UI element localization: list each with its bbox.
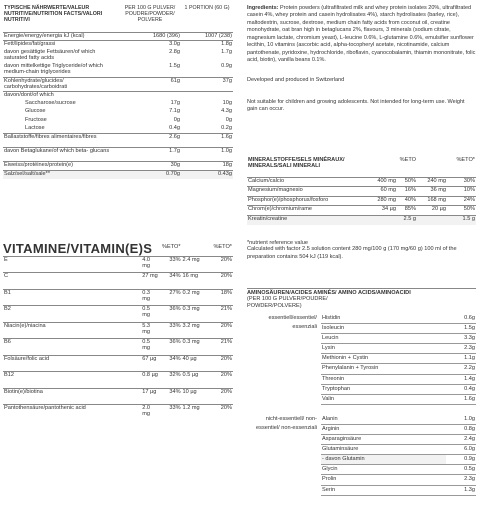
vitamin-name: Biotin(e)/biotina xyxy=(3,388,141,405)
amino-name: Asparaginsäure xyxy=(321,435,446,445)
nutrition-portion: 0.2g xyxy=(221,125,232,131)
vitamin-amount xyxy=(141,256,161,273)
nutrition-portion: 37g xyxy=(181,77,233,91)
amino-name: Methionin + Cystin xyxy=(321,354,446,364)
mineral-portion-eto: 50% xyxy=(447,206,476,216)
amino-value: 0.5g xyxy=(446,465,476,475)
vitamins-table xyxy=(3,242,233,421)
vitamin-portion-amount: 0.3 mg xyxy=(182,306,204,323)
nutrition-label: Kohlenhydrate/glucides/ carbohydrates/carboidrati xyxy=(3,77,119,91)
mineral-portion-amount: 168 mg xyxy=(417,196,447,206)
vitamin-name: Pantothensäure/pantothenic acid xyxy=(3,405,141,422)
vitamin-row xyxy=(3,322,233,339)
ingredients-label: Ingredients: xyxy=(247,5,279,11)
vitamin-amount-value: 5.3 xyxy=(142,322,151,329)
mineral-name: Chrom(e)/chromium/rame xyxy=(247,206,361,216)
amino-name: Threonin xyxy=(321,374,446,384)
vitamin-amount-value: 67 µg xyxy=(142,355,157,362)
vitamin-amount xyxy=(141,339,161,356)
vitamin-name: E xyxy=(3,256,141,273)
mineral-name: Phosphor(e)/phosphorus/fosforo xyxy=(247,196,361,206)
vitamin-amount xyxy=(141,289,161,306)
nutrition-row xyxy=(3,41,233,50)
nutrition-per100: 1680 (396) xyxy=(119,32,181,41)
nutrition-portion: 1.6g xyxy=(181,134,233,148)
nutrition-portion: 0g xyxy=(225,116,232,123)
vitamin-portion-amount: 2.4 mg xyxy=(182,256,204,273)
amino-name: Leucin xyxy=(321,334,446,344)
amino-value: 1.6g xyxy=(446,394,476,404)
nutrition-per100: 3.0g xyxy=(119,41,181,50)
vitamin-amount xyxy=(141,306,161,323)
amino-name: Tryptophan xyxy=(321,384,446,394)
mineral-portion-amount: 36 mg xyxy=(417,187,447,197)
amino-value: 2.4g xyxy=(446,435,476,445)
minerals-col2: %ETO* xyxy=(456,157,475,163)
mineral-eto: 40% xyxy=(397,196,417,206)
vitamin-amount-value: 17 µg xyxy=(142,388,157,395)
vitamin-eto: 33% xyxy=(161,256,182,273)
vitamin-amount-value: 0.3 xyxy=(142,289,151,296)
amino-value: 6.0g xyxy=(446,445,476,455)
amino-value: 2.2g xyxy=(446,364,476,374)
amino-group-label: nicht-essentiell/ non-essentiel/ non-essenziali xyxy=(256,415,317,431)
vitamin-eto: 36% xyxy=(161,306,182,323)
mineral-amount: 34 µg xyxy=(361,206,397,216)
nutrition-row xyxy=(3,108,233,117)
amino-value: 0.9g xyxy=(446,455,476,465)
nutrition-label: Lactose xyxy=(25,125,45,131)
mineral-portion-amount xyxy=(417,215,447,225)
nutrition-header-portion: 1 PORTION (60 G) xyxy=(184,5,230,11)
nutrition-row xyxy=(3,49,233,63)
vitamin-name: B6 xyxy=(3,339,141,356)
vitamin-amount-value: 0.8 µg xyxy=(142,372,158,378)
nutrition-per100: 0.70g xyxy=(119,170,181,179)
right-column xyxy=(247,0,476,493)
amino-value: 3.3g xyxy=(446,334,476,344)
vitamin-portion-eto: 20% xyxy=(203,273,233,290)
nutrition-label: davon Betaglukane/of which beta- glucans xyxy=(3,148,119,162)
nutrition-per100: 17g xyxy=(170,99,180,106)
nutrition-per100: 30g xyxy=(119,162,181,171)
amino-value: 2.3g xyxy=(446,475,476,485)
vitamins-title: VITAMINE/VITAMIN(E)S xyxy=(3,241,153,256)
mineral-amount xyxy=(361,215,397,225)
vitamin-eto: 27% xyxy=(161,289,182,306)
vitamin-amount-unit: mg xyxy=(142,312,151,319)
nutrition-per100 xyxy=(119,91,181,100)
nutrition-label: davon gesättigte Fettsäuren/of which saturated fatty acids xyxy=(4,49,96,62)
ingredients-text: Protein powders (ultrafiltrated milk and whey protein isolates 20%, ultrafiltrated casein 4%, whey protein and casein hydrolisates 4%), starch hydrolisates (barley, rice), maltodextrin, sucrose, dextrose, medium chain fatty acids from coconut oil, creatine monohydrate, oat bran high in betaglucans 2%, flavours, 3 minerals (sodium citrate, magnesium lactate, chromium yeast), L-leucine 0.6%, L-glutamine 0.6%, emulsifier sunflower lecithin, 10 vitamins (ascorbic acid, alpha-tocopheryl acetate, nicotinamide, calcium pantothenate, pyridoxine, hydrochloride, riboflavin, cyanocobalamin, thiamin mononitrate, folic acid, biotin), vanilla beans 0.1%. xyxy=(247,5,476,63)
nutrition-row xyxy=(3,117,233,126)
vitamin-eto: 34% xyxy=(161,355,182,372)
vitamin-amount-value: 4.0 xyxy=(142,256,151,263)
vitamin-amount xyxy=(141,355,161,372)
nutrition-label: Ballaststoffe/fibres alimentaires/fibres xyxy=(3,134,119,148)
nutrition-label: Salz/sel/salt/sale** xyxy=(3,170,119,179)
vitamin-portion-amount: 40 µg xyxy=(182,355,204,372)
nutrition-portion xyxy=(181,91,233,100)
vitamin-portion-amount: 0.3 mg xyxy=(182,339,204,356)
mineral-row xyxy=(247,206,476,216)
amino-spacer xyxy=(247,404,476,415)
amino-name: Isoleucin xyxy=(321,324,446,334)
nutrition-portion: 10g xyxy=(222,99,232,106)
mineral-row xyxy=(247,177,476,187)
nutrition-row xyxy=(3,77,233,91)
minerals-table xyxy=(247,157,476,225)
vitamin-amount-unit: mg xyxy=(142,345,151,352)
vitamin-portion-eto: 20% xyxy=(203,372,233,389)
nutrition-header-label: TYPISCHE NÄHRWERTE/VALEUR NUTRITIVE/NUTRITION FACTS/VALORI NUTRITIVI xyxy=(4,5,103,24)
vitamin-portion-amount: 10 µg xyxy=(182,388,204,405)
amino-name: Serin xyxy=(321,485,446,495)
vitamin-row xyxy=(3,372,233,389)
vitamin-row xyxy=(3,388,233,405)
nutrition-portion: 1007 (238) xyxy=(181,32,233,41)
nutrition-per100: 2.8g xyxy=(169,49,180,55)
nutrition-per100: 0g xyxy=(173,116,180,123)
mineral-eto: 16% xyxy=(397,187,417,197)
mineral-portion-eto: 10% xyxy=(447,187,476,197)
nutrition-row xyxy=(3,100,233,109)
nutrition-per100: 0.4g xyxy=(169,125,180,131)
vitamin-amount-unit: mg xyxy=(142,411,151,418)
minerals-col1: %ETO xyxy=(399,157,416,163)
vitamin-amount xyxy=(141,388,161,405)
vitamin-amount xyxy=(141,405,161,422)
amino-name: Lysin xyxy=(321,344,446,354)
vitamin-amount-value: 0.5 xyxy=(142,339,151,345)
nutrition-portion: 4.3g xyxy=(221,108,232,114)
nutrition-row xyxy=(3,148,233,162)
vitamin-row xyxy=(3,306,233,323)
vitamin-portion-eto: 20% xyxy=(203,256,233,273)
vitamin-portion-eto: 20% xyxy=(203,322,233,339)
nutrition-per100: 1.7g xyxy=(119,148,181,162)
mineral-eto: 2.5 g xyxy=(397,215,417,225)
mineral-name: Kreatin/creatine xyxy=(247,215,361,225)
amino-title: AMINOSÄUREN/ACIDES AMINÉS/ AMINO ACIDS/AMINOACIDI xyxy=(247,290,411,296)
amino-value: 0.8g xyxy=(446,424,476,434)
amino-subtitle: (PER 100 G PULVER/POUDRE/ POWDER/POLVERE) xyxy=(247,296,328,309)
amino-name: - davon Glutamin xyxy=(321,455,446,465)
mineral-portion-amount: 240 mg xyxy=(417,177,447,187)
mineral-name: Calcium/calcio xyxy=(247,177,361,187)
vitamin-amount-value: 27 mg xyxy=(142,273,158,279)
vitamin-portion-amount: 1.2 mg xyxy=(182,405,204,422)
nutrition-per100: 7.1g xyxy=(169,108,180,114)
nutrition-label: davon/dont/of which xyxy=(3,91,119,100)
nutrition-per100: 61g xyxy=(119,77,181,91)
nutrition-per100: 1.5g xyxy=(169,63,180,69)
amino-name: Arginin xyxy=(321,424,446,434)
vitamin-name: C xyxy=(3,273,141,290)
warning-text: Not suitable for children and growing adolescents. Not intended for long-term use. Weight gain can occur. xyxy=(247,98,465,113)
nutrition-row xyxy=(3,32,233,41)
amino-value: 2.3g xyxy=(446,344,476,354)
nutrition-label: Fructose xyxy=(25,116,47,123)
amino-name: Histidin xyxy=(321,314,446,324)
nutrition-portion: 18g xyxy=(181,162,233,171)
vitamin-portion-eto: 18% xyxy=(203,289,233,306)
vitamin-eto: 33% xyxy=(161,322,182,339)
mineral-row xyxy=(247,196,476,206)
amino-name: Glutaminsäure xyxy=(321,445,446,455)
nutrition-label: davon mittelkettige Triglyceride/of which medium-chain triglycerides xyxy=(4,63,103,76)
amino-row xyxy=(247,415,476,425)
mineral-portion-eto: 30% xyxy=(447,177,476,187)
vitamin-portion-eto: 20% xyxy=(203,388,233,405)
mineral-eto: 50% xyxy=(397,177,417,187)
vitamin-portion-eto: 20% xyxy=(203,355,233,372)
origin-text: Developed and produced in Switzerland xyxy=(247,77,345,84)
mineral-row xyxy=(247,187,476,197)
vitamin-portion-amount: 16 mg xyxy=(182,273,204,290)
vitamin-eto: 34% xyxy=(161,273,182,290)
left-column xyxy=(3,0,233,418)
nutrition-per100: 2.6g xyxy=(119,134,181,148)
vitamin-eto: 33% xyxy=(161,405,182,422)
nutrition-row xyxy=(3,134,233,148)
vitamin-amount-value: 0.5 xyxy=(142,306,151,312)
vitamin-portion-eto: 21% xyxy=(203,339,233,356)
vitamin-name: B1 xyxy=(3,289,141,306)
mineral-portion-eto: 1.5 g xyxy=(447,215,476,225)
vitamin-row xyxy=(3,273,233,290)
vitamin-portion-eto: 21% xyxy=(203,306,233,323)
vitamin-amount xyxy=(141,372,161,389)
nutrition-label: Energie/energy/energia kJ (kcal) xyxy=(3,32,119,41)
nutrition-portion: 0.43g xyxy=(181,170,233,179)
amino-name: Valin xyxy=(321,394,446,404)
mineral-name: Magnesium/magnesio xyxy=(247,187,361,197)
vitamin-name: Niacin(e)/niacina xyxy=(3,322,141,339)
nutrition-row xyxy=(3,63,233,77)
nutrition-row xyxy=(3,162,233,171)
mineral-amount: 280 mg xyxy=(361,196,397,206)
vitamin-amount xyxy=(141,273,161,290)
vitamin-portion-eto: 20% xyxy=(203,405,233,422)
mineral-amount: 400 mg xyxy=(361,177,397,187)
minerals-note-2: Calculated with factor 2.5 solution content 280 mg/100 g (170 mg/60 g) 100 ml of the preparation contains 504 kJ (119 kcal). xyxy=(247,246,457,261)
nutrition-row xyxy=(3,125,233,134)
amino-value: 0.6g xyxy=(446,314,476,324)
vitamin-row xyxy=(3,355,233,372)
minerals-title: MINERALSTOFFE/SELS MINÉRAUX/ MINERALS/SALI MINERALI xyxy=(248,157,345,170)
amino-name: Phenylalanin + Tyrosin xyxy=(321,364,446,374)
nutrition-header-per100: PER 100 G PULVER/ POUDRE/POWDER/ POLVERE xyxy=(124,5,176,24)
vitamin-name: B2 xyxy=(3,306,141,323)
mineral-amount: 60 mg xyxy=(361,187,397,197)
amino-value: 1.3g xyxy=(446,485,476,495)
vitamin-row xyxy=(3,405,233,422)
nutrition-portion: 1.0g xyxy=(181,148,233,162)
amino-table xyxy=(247,314,476,496)
vitamin-eto: 34% xyxy=(161,388,182,405)
vitamins-col2: %ETO* xyxy=(213,244,232,250)
vitamin-portion-amount: 3.2 mg xyxy=(182,322,204,339)
amino-value: 1.5g xyxy=(446,324,476,334)
nutrition-label: Fett/lipides/fat/grassi xyxy=(3,41,119,50)
amino-group-label: essentiell/essentiel/ essenziali xyxy=(268,315,317,330)
mineral-portion-amount: 20 µg xyxy=(417,206,447,216)
vitamin-eto: 36% xyxy=(161,339,182,356)
vitamin-amount-unit: mg xyxy=(142,295,151,302)
nutrition-portion: 1.8g xyxy=(181,41,233,50)
nutrition-portion: 0.9g xyxy=(221,63,232,69)
amino-value: 1.1g xyxy=(446,354,476,364)
vitamin-portion-amount: 0.2 mg xyxy=(182,289,204,306)
nutrition-row xyxy=(3,170,233,179)
amino-header xyxy=(247,288,476,309)
minerals-notes xyxy=(247,240,476,262)
nutrition-label: Saccharose/sucrose xyxy=(25,99,76,106)
vitamin-amount-value: 2.0 xyxy=(142,405,151,411)
amino-value: 1.0g xyxy=(446,415,476,425)
vitamin-row xyxy=(3,256,233,273)
nutrition-label: Eiweiss/protéines/protein(e) xyxy=(3,162,119,171)
amino-name: Glycin xyxy=(321,465,446,475)
amino-name: Prolin xyxy=(321,475,446,485)
amino-row xyxy=(247,314,476,324)
vitamin-amount-unit: mg xyxy=(142,262,151,269)
vitamin-name: Folsäure/folic acid xyxy=(3,355,141,372)
vitamin-amount-unit: mg xyxy=(142,328,151,335)
nutrition-portion: 1.7g xyxy=(221,49,232,55)
amino-name: Alanin xyxy=(321,415,446,425)
nutrition-label: Glucose xyxy=(25,108,46,114)
mineral-row xyxy=(247,215,476,225)
nutrition-table xyxy=(3,0,233,179)
vitamin-row xyxy=(3,289,233,306)
ingredients-block xyxy=(247,5,476,114)
amino-value: 1.4g xyxy=(446,374,476,384)
amino-value: 0.4g xyxy=(446,384,476,394)
vitamin-eto: 32% xyxy=(161,372,182,389)
minerals-note-1: *nutrient reference value xyxy=(247,240,308,246)
vitamin-row xyxy=(3,339,233,356)
mineral-eto: 85% xyxy=(397,206,417,216)
mineral-portion-eto: 24% xyxy=(447,196,476,206)
vitamin-portion-amount: 0.5 µg xyxy=(182,372,204,389)
vitamins-col1: %ETO* xyxy=(161,244,181,250)
nutrition-row xyxy=(3,91,233,100)
vitamin-name: B12 xyxy=(3,372,141,389)
vitamin-amount xyxy=(141,322,161,339)
